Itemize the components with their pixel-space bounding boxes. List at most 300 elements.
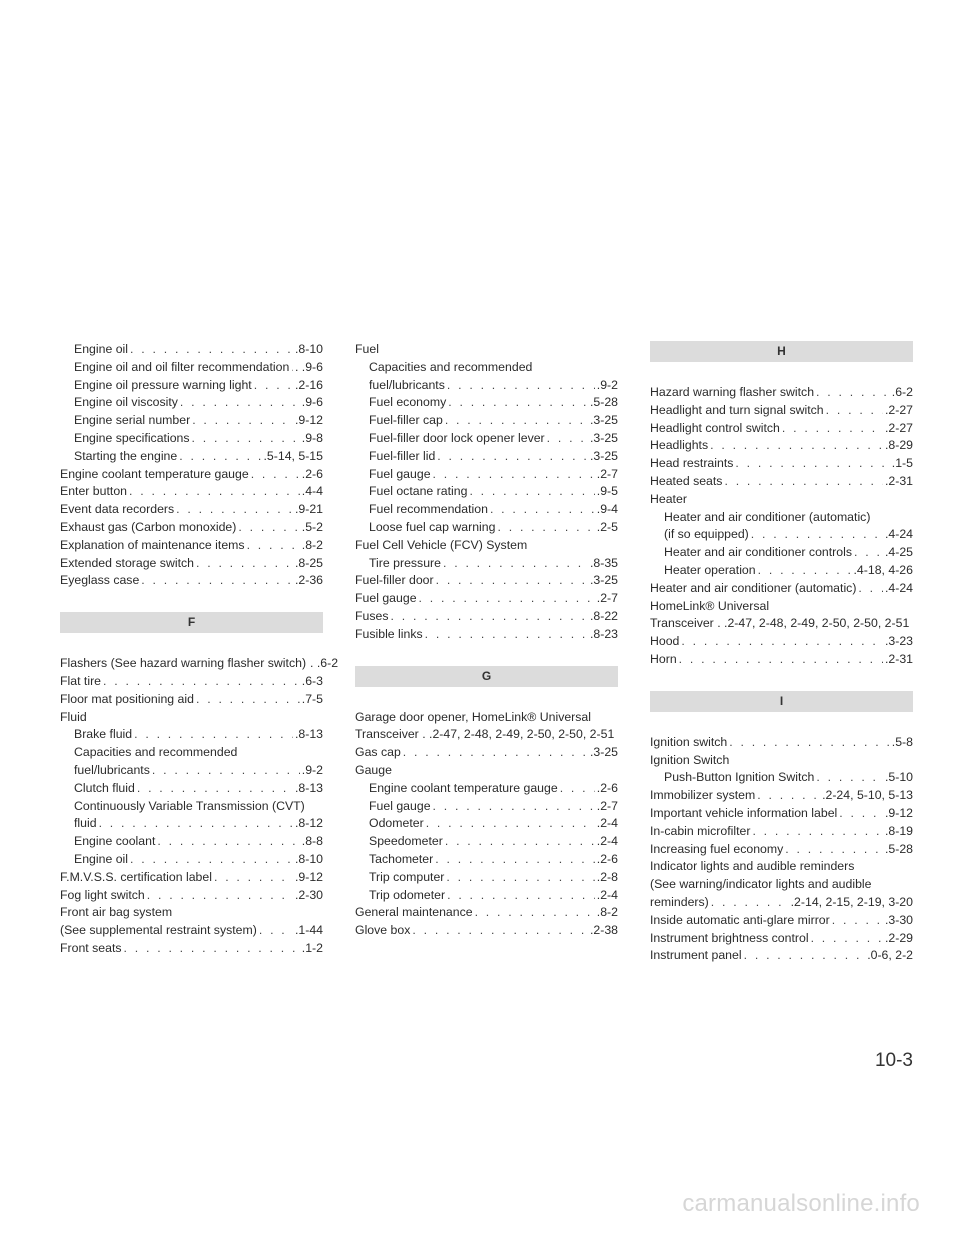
index-entry-page: .3-25 bbox=[589, 430, 618, 445]
index-entry bbox=[355, 590, 618, 608]
index-entry-label: (if so equipped) bbox=[664, 527, 749, 542]
index-entry bbox=[355, 851, 618, 869]
index-entry-label: Fuel-filler cap bbox=[369, 413, 443, 428]
index-entry bbox=[650, 526, 913, 544]
index-entry-label: Trip odometer bbox=[369, 887, 446, 902]
leader-dots bbox=[447, 377, 595, 395]
index-entry bbox=[355, 466, 618, 484]
index-entry-label: Headlights bbox=[650, 438, 709, 453]
index-entry bbox=[355, 448, 618, 466]
leader-dots bbox=[103, 673, 300, 691]
index-entry-page: .2-6 bbox=[596, 780, 618, 795]
leader-dots bbox=[469, 483, 594, 501]
index-entry-label: Fuel-filler lid bbox=[369, 448, 436, 463]
section-header-i: I bbox=[650, 691, 913, 712]
index-entry bbox=[355, 377, 618, 395]
index-entry-label: Engine coolant bbox=[74, 834, 156, 849]
index-entry-page: .2-4 bbox=[596, 834, 618, 849]
leader-dots bbox=[490, 501, 595, 519]
index-entry-label: Fuel recommendation bbox=[369, 502, 488, 517]
leader-dots bbox=[858, 580, 883, 598]
leader-dots bbox=[403, 744, 588, 762]
index-entry-label: Flat tire bbox=[60, 673, 101, 688]
index-entry-label: In-cabin microfilter bbox=[650, 823, 751, 838]
index-entry bbox=[650, 841, 913, 859]
index-entry-label: Extended storage switch bbox=[60, 555, 194, 570]
index-entry bbox=[355, 744, 618, 762]
index-entry-label: Heater and air conditioner controls bbox=[664, 545, 852, 560]
leader-dots bbox=[724, 473, 883, 491]
index-entry bbox=[650, 894, 913, 912]
index-entry-page: .9-5 bbox=[596, 484, 618, 499]
leader-dots bbox=[180, 394, 300, 412]
leader-dots bbox=[124, 940, 300, 958]
index-entry bbox=[650, 947, 913, 965]
index-entry-page: .6-3 bbox=[301, 673, 323, 688]
watermark-text: carmanualsonline.info bbox=[682, 1190, 920, 1217]
leader-dots bbox=[729, 734, 890, 752]
index-entry-page: .1-5 bbox=[891, 456, 913, 471]
leader-dots bbox=[157, 833, 299, 851]
index-entry-label: Ignition switch bbox=[650, 734, 728, 749]
index-heading: Capacities and recommended bbox=[369, 359, 533, 374]
leader-dots bbox=[448, 394, 588, 412]
index-entry-page: .1-44 bbox=[294, 923, 323, 938]
index-entry-page: .9-2 bbox=[301, 762, 323, 777]
index-entry-label: Fuel economy bbox=[369, 395, 447, 410]
index-entry-page: .3-25 bbox=[589, 413, 618, 428]
index-entry-page: .9-21 bbox=[294, 502, 323, 517]
index-heading: Gauge bbox=[355, 762, 392, 777]
index-entry-page: .3-25 bbox=[589, 448, 618, 463]
index-entry-page: .8-13 bbox=[294, 727, 323, 742]
index-entry-label: Heater and air conditioner (automatic) bbox=[650, 580, 857, 595]
index-entry-page: .4-24 bbox=[884, 580, 913, 595]
index-entry-label: Engine coolant temperature gauge bbox=[60, 466, 249, 481]
leader-dots bbox=[419, 590, 595, 608]
index-heading: Front air bag system bbox=[60, 905, 173, 920]
index-entry bbox=[355, 501, 618, 519]
index-entry bbox=[60, 726, 323, 744]
index-entry-label: Tachometer bbox=[369, 851, 434, 866]
index-entry-label: Gas cap bbox=[355, 745, 401, 760]
index-entry-label: Fusible links bbox=[355, 626, 423, 641]
index-column-1 bbox=[60, 341, 339, 958]
index-entry-page: .4-25 bbox=[884, 545, 913, 560]
index-entry-label: fuel/lubricants bbox=[369, 377, 445, 392]
index-entry-page: .2-29 bbox=[884, 930, 913, 945]
index-entry-page: .2-14, 2-15, 2-19, 3-20 bbox=[790, 894, 913, 909]
index-heading: Heater bbox=[650, 491, 687, 506]
index-entry-page: .2-4 bbox=[596, 887, 618, 902]
leader-dots bbox=[291, 359, 293, 377]
index-entry-label: Hazard warning flasher switch bbox=[650, 385, 815, 399]
index-entry-label: F.M.V.S.S. certification label bbox=[60, 869, 212, 884]
index-heading: Garage door opener, HomeLink® Universal bbox=[355, 709, 591, 724]
leader-dots bbox=[711, 894, 789, 912]
index-entry-label: Engine coolant temperature gauge bbox=[369, 780, 558, 795]
index-entry bbox=[60, 655, 339, 673]
index-entry bbox=[355, 904, 618, 922]
index-entry-page: .9-12 bbox=[884, 805, 913, 820]
index-entry-page: . .9-6 bbox=[294, 359, 323, 374]
leader-dots bbox=[238, 519, 299, 537]
index-column-2 bbox=[355, 341, 618, 940]
leader-dots bbox=[445, 412, 588, 430]
index-entry-page: .9-4 bbox=[596, 502, 618, 517]
index-entry bbox=[650, 912, 913, 930]
index-entry-label: Engine specifications bbox=[74, 430, 190, 445]
leader-dots bbox=[259, 922, 293, 940]
index-entry-page: .8-10 bbox=[294, 342, 323, 356]
index-entry-label: Heater operation bbox=[664, 562, 756, 577]
index-entry-page: .2-7 bbox=[596, 466, 618, 481]
index-entry-page: .8-29 bbox=[884, 438, 913, 453]
index-entry bbox=[650, 544, 913, 562]
index-entry-label: (See supplemental restraint system) bbox=[60, 923, 257, 938]
index-entry-page: .2-4 bbox=[596, 816, 618, 831]
index-entry-page: .6-2 bbox=[891, 385, 913, 399]
index-entry-page: .2-30 bbox=[294, 887, 323, 902]
index-entry bbox=[355, 922, 618, 940]
index-entry bbox=[355, 555, 618, 573]
index-entry bbox=[60, 448, 323, 466]
index-heading: Fuel bbox=[355, 342, 379, 356]
index-entry-page: .2-36 bbox=[294, 573, 323, 588]
index-entry-label: Heated seats bbox=[650, 473, 723, 488]
leader-dots bbox=[446, 869, 594, 887]
index-entry bbox=[60, 851, 323, 869]
leader-dots bbox=[785, 841, 883, 859]
leader-dots bbox=[412, 922, 588, 940]
index-entry bbox=[60, 691, 323, 709]
index-entry bbox=[355, 430, 618, 448]
index-entry bbox=[60, 377, 323, 395]
index-entry bbox=[60, 940, 323, 958]
index-entry-label: Explanation of maintenance items bbox=[60, 537, 245, 552]
index-entry-page: .8-8 bbox=[301, 834, 323, 849]
index-entry-page: .2-27 bbox=[884, 402, 913, 417]
index-entry-page: .2-6 bbox=[301, 466, 323, 481]
index-entry bbox=[60, 815, 323, 833]
leader-dots bbox=[251, 466, 300, 484]
index-entry bbox=[355, 833, 618, 851]
index-entry bbox=[650, 823, 913, 841]
index-entry-page: .8-2 bbox=[301, 537, 323, 552]
index-entry-page: .8-25 bbox=[294, 555, 323, 570]
index-entry-label: Headlight and turn signal switch bbox=[650, 402, 824, 417]
index-entry-page: .8-19 bbox=[884, 823, 913, 838]
index-entry bbox=[650, 384, 913, 402]
leader-dots bbox=[129, 483, 300, 501]
index-entry-label: reminders) bbox=[650, 894, 709, 909]
index-entry bbox=[355, 394, 618, 412]
index-heading: Fuel Cell Vehicle (FCV) System bbox=[355, 537, 528, 552]
index-entry bbox=[650, 580, 913, 598]
index-entry-page: .9-8 bbox=[301, 430, 323, 445]
index-entry bbox=[60, 572, 323, 590]
leader-dots bbox=[816, 769, 883, 787]
index-entry-label: Instrument brightness control bbox=[650, 930, 809, 945]
index-heading: Continuously Variable Transmission (CVT) bbox=[74, 798, 305, 813]
leader-dots bbox=[839, 805, 883, 823]
index-entry bbox=[60, 412, 323, 430]
index-entry-label: Fuel gauge bbox=[369, 798, 431, 813]
index-entry-page: .4-24 bbox=[884, 527, 913, 542]
leader-dots bbox=[832, 912, 883, 930]
leader-dots bbox=[254, 377, 293, 395]
index-entry-page: .4-4 bbox=[301, 484, 323, 499]
leader-dots bbox=[445, 833, 595, 851]
index-entry bbox=[60, 359, 323, 377]
index-entry bbox=[355, 887, 618, 905]
leader-dots bbox=[757, 787, 820, 805]
index-entry-page: .8-23 bbox=[589, 626, 618, 641]
leader-dots bbox=[436, 572, 588, 590]
index-entry bbox=[60, 501, 323, 519]
index-heading: Heater and air conditioner (automatic) bbox=[664, 509, 871, 524]
index-entry bbox=[355, 780, 618, 798]
index-entry-page: .0-6, 2-2 bbox=[867, 948, 913, 963]
index-entry-page: .5-28 bbox=[589, 395, 618, 410]
index-heading: Transceiver . .2-47, 2-48, 2-49, 2-50, 2-50, 2-51 bbox=[355, 727, 615, 742]
index-entry-label: Fuses bbox=[355, 608, 389, 623]
index-entry bbox=[650, 769, 913, 787]
leader-dots bbox=[196, 691, 300, 709]
index-entry-label: Fog light switch bbox=[60, 887, 145, 902]
section-header-g: G bbox=[355, 666, 618, 687]
index-entry-label: Important vehicle information label bbox=[650, 805, 838, 820]
leader-dots bbox=[433, 466, 595, 484]
index-entry-page: .2-7 bbox=[596, 798, 618, 813]
index-entry-label: Odometer bbox=[369, 816, 424, 831]
section-header-f: F bbox=[60, 612, 323, 633]
index-entry-label: Flashers (See hazard warning flasher switch) bbox=[60, 656, 307, 671]
index-entry bbox=[355, 798, 618, 816]
index-entry-label: Tire pressure bbox=[369, 555, 441, 570]
leader-dots bbox=[425, 626, 588, 644]
index-entry-label: Clutch fluid bbox=[74, 780, 135, 795]
index-entry-page: .4-18, 4-26 bbox=[853, 562, 913, 577]
index-entry-page: .2-6 bbox=[596, 851, 618, 866]
leader-dots bbox=[426, 815, 595, 833]
index-entry-page: .2-8 bbox=[596, 869, 618, 884]
leader-dots bbox=[816, 384, 890, 402]
leader-dots bbox=[681, 633, 883, 651]
index-entry-page: .8-22 bbox=[589, 608, 618, 623]
index-entry-page: .8-12 bbox=[294, 816, 323, 831]
index-entry-label: Fuel gauge bbox=[369, 466, 431, 481]
index-entry bbox=[60, 341, 323, 359]
leader-dots bbox=[752, 823, 883, 841]
index-entry bbox=[60, 762, 323, 780]
index-entry-page: .8-35 bbox=[589, 555, 618, 570]
leader-dots bbox=[437, 448, 588, 466]
index-entry-page: .2-27 bbox=[884, 420, 913, 435]
index-entry bbox=[650, 787, 913, 805]
index-entry-label: Inside automatic anti-glare mirror bbox=[650, 912, 830, 927]
index-entry-page: .3-25 bbox=[589, 745, 618, 760]
index-entry-page: .3-25 bbox=[589, 573, 618, 588]
leader-dots bbox=[141, 572, 293, 590]
index-entry bbox=[650, 805, 913, 823]
page-number: 10-3 bbox=[874, 1050, 913, 1071]
leader-dots bbox=[192, 412, 293, 430]
index-entry bbox=[60, 519, 323, 537]
index-entry bbox=[355, 626, 618, 644]
leader-dots bbox=[147, 887, 293, 905]
leader-dots bbox=[391, 608, 588, 626]
leader-dots bbox=[247, 537, 300, 555]
index-entry bbox=[650, 562, 913, 580]
leader-dots bbox=[811, 930, 883, 948]
index-entry-label: Fuel octane rating bbox=[369, 484, 468, 499]
index-entry-label: Front seats bbox=[60, 940, 122, 955]
index-entry-label: Headlight control switch bbox=[650, 420, 780, 435]
leader-dots bbox=[710, 437, 883, 455]
index-entry bbox=[355, 519, 618, 537]
index-heading: Transceiver . .2-47, 2-48, 2-49, 2-50, 2-50, 2-51 bbox=[650, 616, 910, 631]
leader-dots bbox=[560, 780, 595, 798]
index-entry bbox=[650, 734, 913, 752]
index-heading: (See warning/indicator lights and audible bbox=[650, 877, 872, 892]
index-entry bbox=[60, 466, 323, 484]
index-entry-page: .7-5 bbox=[301, 691, 323, 706]
index-entry bbox=[60, 430, 323, 448]
index-entry bbox=[60, 833, 323, 851]
leader-dots bbox=[134, 726, 293, 744]
index-entry-label: Immobilizer system bbox=[650, 788, 756, 803]
index-entry-label: Glove box bbox=[355, 923, 411, 938]
leader-dots bbox=[475, 904, 595, 922]
index-entry-page: .9-6 bbox=[301, 395, 323, 410]
index-entry-label: Engine serial number bbox=[74, 413, 191, 428]
leader-dots bbox=[99, 815, 293, 833]
leader-dots bbox=[435, 851, 595, 869]
index-heading: Capacities and recommended bbox=[74, 745, 238, 760]
index-entry bbox=[650, 473, 913, 491]
index-entry bbox=[650, 402, 913, 420]
index-entry-label: Eyeglass case bbox=[60, 573, 140, 588]
index-entry bbox=[355, 412, 618, 430]
index-entry-label: Push-Button Ignition Switch bbox=[664, 770, 815, 785]
index-entry-page: .9-12 bbox=[294, 869, 323, 884]
leader-dots bbox=[854, 544, 883, 562]
index-entry-label: Event data recorders bbox=[60, 502, 175, 517]
index-entry-label: Enter button bbox=[60, 484, 127, 499]
leader-dots bbox=[782, 420, 883, 438]
index-entry bbox=[60, 483, 323, 501]
index-entry-label: Trip computer bbox=[369, 869, 445, 884]
index-entry bbox=[60, 780, 323, 798]
index-entry bbox=[650, 420, 913, 438]
leader-dots bbox=[179, 448, 261, 466]
index-entry-label: Floor mat positioning aid bbox=[60, 691, 194, 706]
index-entry-label: Engine oil and oil filter recommendation bbox=[74, 359, 290, 374]
index-heading: Ignition Switch bbox=[650, 752, 730, 767]
leader-dots bbox=[196, 555, 293, 573]
leader-dots bbox=[176, 501, 293, 519]
index-entry-page: .2-24, 5-10, 5-13 bbox=[822, 788, 913, 803]
index-entry-page: .8-2 bbox=[596, 905, 618, 920]
index-entry-page: .9-12 bbox=[294, 413, 323, 428]
index-entry-label: Engine oil bbox=[74, 342, 129, 356]
index-entry bbox=[60, 555, 323, 573]
index-entry bbox=[60, 922, 323, 940]
leader-dots bbox=[751, 526, 883, 544]
index-entry-label: General maintenance bbox=[355, 905, 473, 920]
index-entry-page: .9-2 bbox=[596, 377, 618, 392]
index-entry-label: Engine oil pressure warning light bbox=[74, 377, 252, 392]
index-entry-label: Loose fuel cap warning bbox=[369, 519, 496, 534]
leader-dots bbox=[679, 651, 883, 669]
leader-dots bbox=[192, 430, 300, 448]
index-entry bbox=[60, 394, 323, 412]
leader-dots bbox=[130, 851, 293, 869]
index-entry-page: .3-23 bbox=[884, 634, 913, 649]
index-entry bbox=[60, 869, 323, 887]
index-entry-label: fuel/lubricants bbox=[74, 762, 150, 777]
index-entry bbox=[60, 673, 323, 691]
index-entry bbox=[650, 633, 913, 651]
index-entry bbox=[650, 455, 913, 473]
index-entry bbox=[60, 537, 323, 555]
index-entry-page: .5-2 bbox=[301, 519, 323, 534]
leader-dots bbox=[152, 762, 300, 780]
index-entry-label: Fuel-filler door lock opener lever bbox=[369, 430, 545, 445]
leader-dots bbox=[744, 947, 866, 965]
index-entry-label: Horn bbox=[650, 651, 677, 666]
leader-dots bbox=[447, 887, 595, 905]
index-entry-page: .2-7 bbox=[596, 591, 618, 606]
index-entry-page: . .6-2 bbox=[310, 656, 339, 671]
leader-dots bbox=[497, 519, 594, 537]
index-entry-label: Engine oil bbox=[74, 851, 129, 866]
index-entry-page: .2-16 bbox=[294, 377, 323, 392]
index-entry-label: Increasing fuel economy bbox=[650, 841, 784, 856]
index-entry bbox=[355, 608, 618, 626]
index-entry bbox=[650, 930, 913, 948]
leader-dots bbox=[826, 402, 883, 420]
index-entry-label: Starting the engine bbox=[74, 448, 178, 463]
index-entry-label: Exhaust gas (Carbon monoxide) bbox=[60, 519, 237, 534]
leader-dots bbox=[214, 869, 293, 887]
index-entry bbox=[650, 437, 913, 455]
index-entry-label: Fuel-filler door bbox=[355, 573, 434, 588]
index-entry-label: Instrument panel bbox=[650, 948, 742, 963]
index-entry bbox=[355, 815, 618, 833]
index-entry-page: .2-5 bbox=[596, 519, 618, 534]
index-heading: HomeLink® Universal bbox=[650, 598, 770, 613]
index-entry-label: Brake fluid bbox=[74, 727, 133, 742]
index-entry-page: .5-10 bbox=[884, 770, 913, 785]
leader-dots bbox=[735, 455, 889, 473]
index-entry-page: .2-31 bbox=[884, 473, 913, 488]
leader-dots bbox=[758, 562, 852, 580]
index-entry-label: Speedometer bbox=[369, 834, 443, 849]
index-entry bbox=[650, 651, 913, 669]
leader-dots bbox=[547, 430, 588, 448]
index-entry-page: .2-31 bbox=[884, 651, 913, 666]
index-entry-label: Head restraints bbox=[650, 456, 734, 471]
index-entry-page: .5-8 bbox=[891, 734, 913, 749]
index-heading: Indicator lights and audible reminders bbox=[650, 859, 855, 874]
index-entry-label: Fuel gauge bbox=[355, 591, 417, 606]
leader-dots bbox=[433, 798, 595, 816]
index-entry-page: .1-2 bbox=[301, 940, 323, 955]
index-entry-page: .8-10 bbox=[294, 851, 323, 866]
index-entry-label: fluid bbox=[74, 816, 97, 831]
